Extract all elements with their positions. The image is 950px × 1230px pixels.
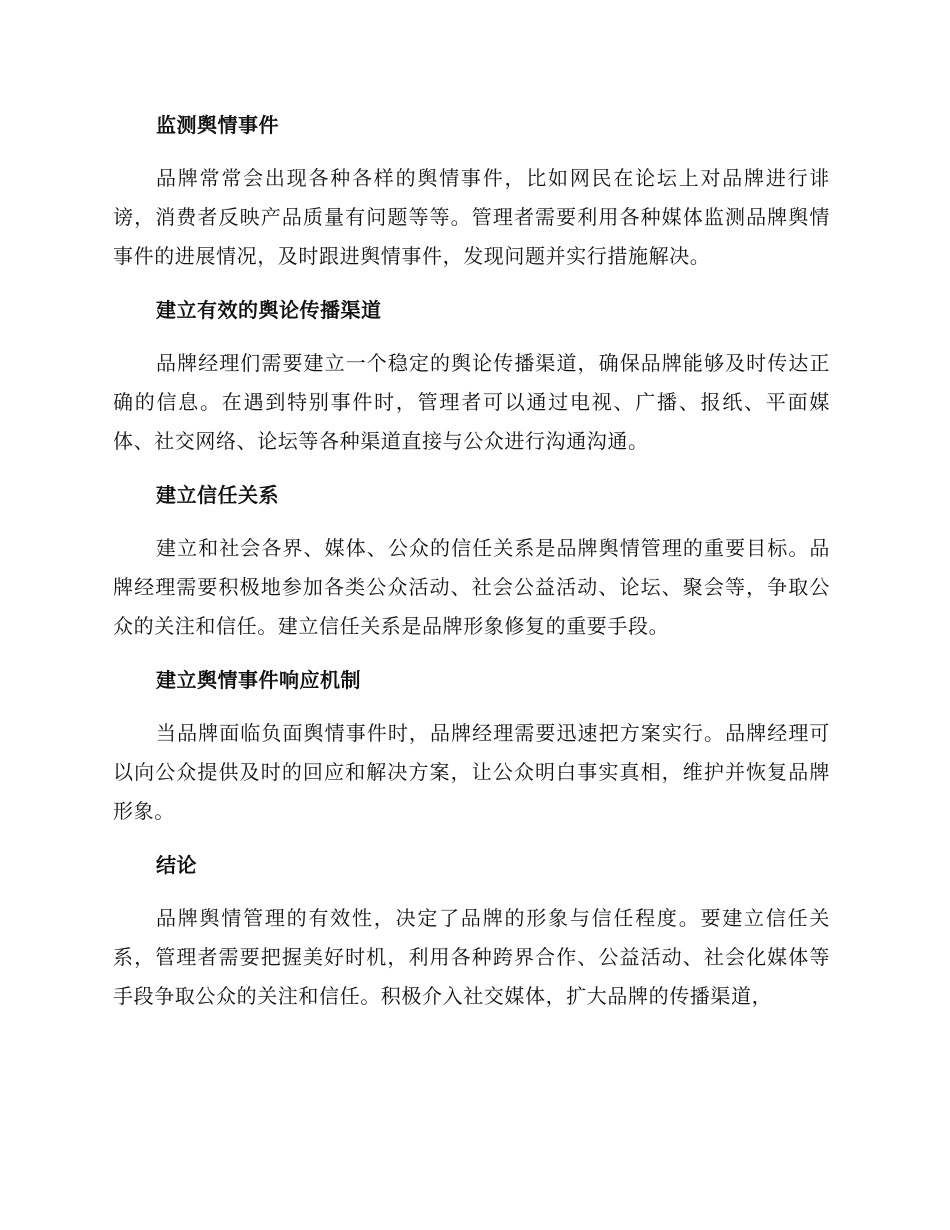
- section-paragraph: 品牌舆情管理的有效性，决定了品牌的形象与信任程度。要建立信任关系，管理者需要把握美好时机，利用各种跨界合作、公益活动、社会化媒体等手段争取公众的关注和信任。积极介入社交媒体，扩大品牌的传播渠道，: [113, 906, 830, 1008]
- section-response-mechanism: [113, 661, 830, 831]
- section-heading: 监测舆情事件: [156, 113, 279, 137]
- section-monitor-events: [113, 106, 830, 276]
- section-paragraph: 建立和社会各界、媒体、公众的信任关系是品牌舆情管理的重要目标。品牌经理需要积极地参加各类公众活动、社会公益活动、论坛、聚会等，争取公众的关注和信任。建立信任关系是品牌形象修复的重要手段。: [113, 536, 830, 638]
- section-paragraph: 品牌经理们需要建立一个稳定的舆论传播渠道，确保品牌能够及时传达正确的信息。在遇到特别事件时，管理者可以通过电视、广播、报纸、平面媒体、社交网络、论坛等各种渠道直接与公众进行沟通沟通。: [113, 351, 830, 453]
- section-heading: 建立信任关系: [156, 483, 279, 507]
- document-page: [113, 106, 830, 1031]
- section-paragraph: 当品牌面临负面舆情事件时，品牌经理需要迅速把方案实行。品牌经理可以向公众提供及时的回应和解决方案，让公众明白事实真相，维护并恢复品牌形象。: [113, 721, 830, 823]
- section-paragraph: 品牌常常会出现各种各样的舆情事件，比如网民在论坛上对品牌进行诽谤，消费者反映产品质量有问题等等。管理者需要利用各种媒体监测品牌舆情事件的进展情况，及时跟进舆情事件，发现问题并实行措施解决。: [113, 166, 830, 268]
- section-trust-relationship: [113, 476, 830, 646]
- section-heading: 建立舆情事件响应机制: [156, 668, 361, 692]
- section-heading: 结论: [156, 853, 197, 877]
- section-communication-channels: [113, 291, 830, 461]
- section-conclusion: [113, 846, 830, 1016]
- section-heading: 建立有效的舆论传播渠道: [156, 298, 382, 322]
